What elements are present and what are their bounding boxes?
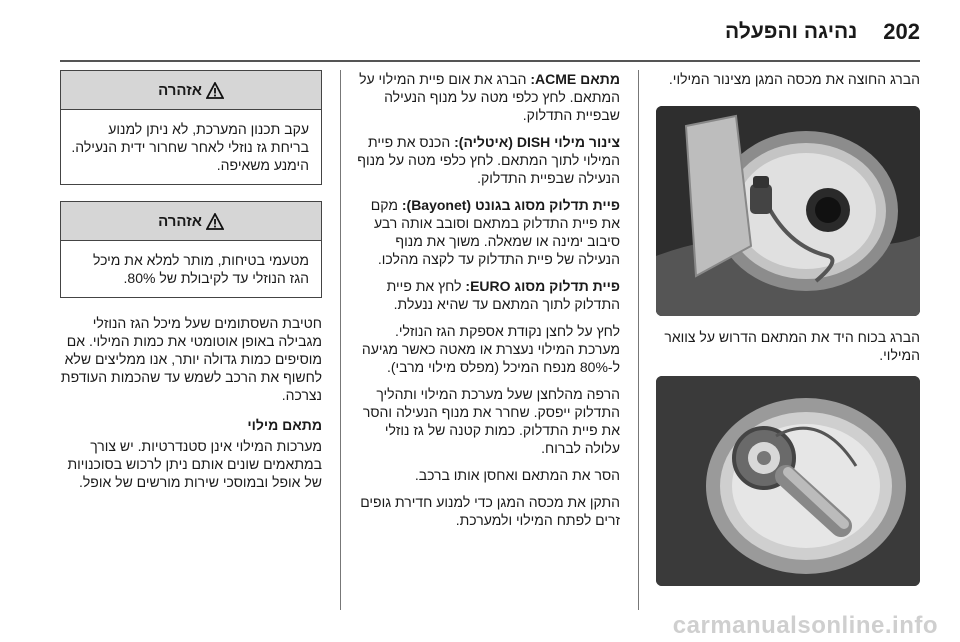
photo-caption: הברג בכוח היד את המתאם הדרוש על צוואר המילוי. — [664, 329, 920, 363]
intro-paragraph: הברג החוצה את מכסה המגן מצינור המילוי. — [668, 71, 920, 87]
euro-paragraph — [356, 277, 620, 313]
left-column — [60, 70, 322, 500]
acme-text: הברג את אום פיית המילוי על המתאם. לחץ כלפי מטה על מנוף הנעילה שבפיית התדלוק. — [359, 71, 620, 123]
warning-header — [61, 202, 321, 241]
warning-title: אזהרה — [158, 212, 202, 230]
dish-paragraph — [356, 133, 620, 187]
warning-triangle-icon — [206, 213, 224, 230]
warning-triangle-icon — [206, 82, 224, 99]
middle-column — [356, 70, 620, 538]
warning-header — [61, 71, 321, 110]
install-cap-paragraph: התקן את מכסה המגן כדי למנוע חדירת גופים זרים לפתח המילוי ולמערכת. — [360, 494, 620, 528]
warning-box-fill-limit — [60, 201, 322, 298]
warning-title: אזהרה — [158, 81, 202, 99]
warning-text: מטעמי בטיחות, מותר למלא את מיכל הגז הנוזלי עד לקיבולת של 80%. — [92, 252, 309, 286]
remove-adapter-paragraph: הסר את המתאם ואחסן אותו ברכב. — [414, 467, 620, 483]
euro-text: לחץ את פיית התדלוק לתוך המתאם עד שהיא ננעלת. — [386, 278, 620, 312]
acme-term: מתאם ACME: — [530, 71, 620, 87]
column-divider — [340, 70, 341, 610]
chapter-title: נהיגה והפעלה — [725, 20, 858, 43]
dish-text: הכנס את פיית המילוי לתוך המתאם. לחץ כלפי מטה על מנוף הנעילה שבפיית התדלוק. — [357, 134, 620, 186]
bayonet-term: פיית תדלוק מסוג בגונט (Bayonet): — [401, 197, 620, 213]
warning-text: עקב תכנון המערכת, לא ניתן למנוע בריחת גז נוזלי לאחר שחרור ידית הנעילה. הימנע משאיפה. — [71, 121, 309, 173]
release-paragraph: הרפה מהלחצן שעל מערכת המילוי ותהליך התדלוק ייפסק. שחרר את מנוף הנעילה והסר את פיית התדלוק. כמות קטנה של גז נוזלי עלולה לברוח. — [362, 386, 620, 456]
right-column — [656, 70, 920, 586]
warning-box-gas-escape — [60, 70, 322, 185]
adapters-paragraph: מערכות המילוי אינן סטנדרטיות. יש צורך במתאמים שונים אותם ניתן לרכוש בסוכנויות של אופל ובמוסכי שירות מורשים של אופל. — [67, 438, 322, 490]
adapters-heading: מתאם מילוי — [247, 417, 322, 433]
page-header — [60, 14, 920, 50]
watermark — [0, 612, 960, 642]
press-button-paragraph: לחץ על לחצן נקודת אספקת הגז הנוזלי. מערכת המילוי נעצרת או מאטה כאשר מגיעה ל-80% מנפח המיכל (מפלס מילוי מרבי). — [361, 323, 620, 375]
euro-term: פיית תדלוק מסוג EURO: — [465, 278, 620, 294]
column-divider — [638, 70, 639, 610]
bayonet-text: מקם את פיית התדלוק במתאם וסובב אותה רבע סיבוב ימינה או שמאלה. משוך את מנוף הנעילה של פיית התדלוק עד לקצה מהלכו. — [370, 197, 620, 267]
warning-body — [61, 241, 321, 297]
valve-paragraph: חטיבת השסתומים שעל מיכל הגז הנוזלי מגבילה באופן אוטומטי את כמות המילוי. אם מוסיפים כמות גדולה יותר, אנו ממליצים שלא לחשוף את הרכב לשמש עד שהכמות העודפת נצרכה. — [60, 315, 322, 403]
acme-paragraph — [356, 70, 620, 124]
warning-body — [61, 110, 321, 184]
adapter-photo — [656, 376, 920, 586]
watermark-text: carmanualsonline.info — [672, 612, 938, 639]
fuel-filler-photo — [656, 106, 920, 316]
bayonet-paragraph — [356, 196, 620, 268]
dish-term: צינור מילוי DISH (איטליה): — [454, 134, 620, 150]
page-number: 202 — [883, 19, 920, 44]
header-divider — [60, 60, 920, 62]
